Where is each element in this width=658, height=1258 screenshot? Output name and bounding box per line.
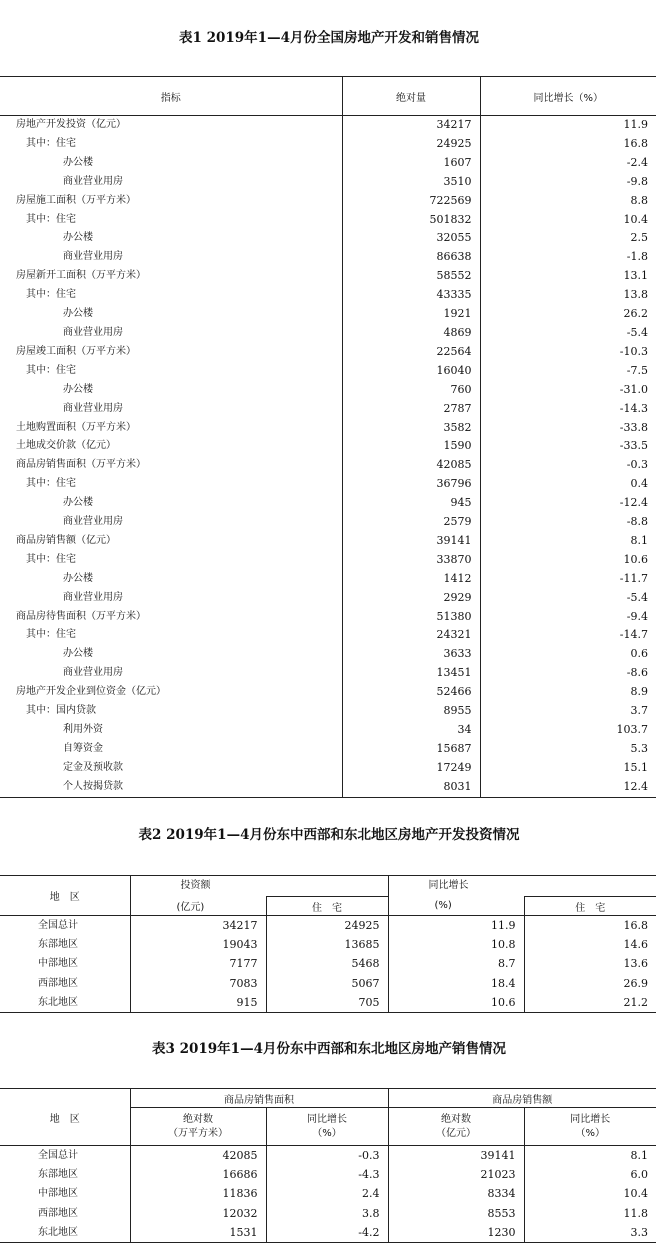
table3-area-growth-cell: -4.3 (266, 1165, 388, 1184)
table1-growth-cell: -31.0 (480, 381, 656, 400)
table2-header-investment-label: 投资额 (180, 880, 211, 891)
table3-sales-growth-cell: 11.8 (524, 1204, 656, 1223)
table3-row (0, 1165, 656, 1184)
table2-row (0, 974, 656, 993)
table3-area-cell: 11836 (130, 1184, 266, 1203)
table1-absolute-cell: 22564 (342, 343, 480, 362)
table1-absolute-cell: 86638 (342, 248, 480, 267)
table3-area-growth-cell: -4.2 (266, 1223, 388, 1243)
table1-row (0, 362, 656, 381)
table1-indicator-cell: 商业营业用房 (63, 175, 123, 187)
table1-growth-cell: -14.7 (480, 626, 656, 645)
table1-indicator-cell: 商业营业用房 (63, 667, 123, 679)
table3-region-cell: 东部地区 (38, 1169, 78, 1181)
table3-header-area-group: 商品房销售面积 (130, 1089, 388, 1108)
table1-growth-cell: 8.9 (480, 683, 656, 702)
table1-absolute-cell: 58552 (342, 267, 480, 286)
table2-body (0, 916, 656, 1013)
table1-indicator-cell: 商业营业用房 (63, 402, 123, 414)
table3-row (0, 1223, 656, 1243)
table1-absolute-cell: 32055 (342, 229, 480, 248)
table3-header-sales-abs-unit: （亿元） (436, 1127, 476, 1139)
table1-growth-cell: -9.4 (480, 608, 656, 627)
table1-absolute-cell: 34217 (342, 116, 480, 135)
table3-region-cell: 西部地区 (38, 1207, 78, 1219)
table1-absolute-cell: 1590 (342, 437, 480, 456)
table1-indicator-cell: 办公楼 (63, 572, 93, 584)
table1-row (0, 778, 656, 797)
table2-investment-cell: 34217 (130, 916, 266, 936)
table1-indicator-cell: 房地产开发企业到位资金（亿元） (16, 686, 166, 698)
table3-header-region-label: 地 区 (49, 1113, 80, 1125)
table2-header-region (0, 876, 130, 916)
table2-growth-cell: 10.6 (388, 993, 524, 1013)
table1-row (0, 154, 656, 173)
table2-growth-residential-cell: 14.6 (524, 935, 656, 954)
table1-growth-cell: 26.2 (480, 305, 656, 324)
table1-indicator-cell: 其中：住宅 (26, 364, 76, 376)
table1-growth-cell: -33.8 (480, 419, 656, 438)
table1-absolute-cell: 24925 (342, 135, 480, 154)
table1-row (0, 532, 656, 551)
table1-row (0, 702, 656, 721)
table1-indicator-cell: 其中：住宅 (26, 137, 76, 149)
table2-header-residential: 住 宅 (266, 897, 388, 916)
table1-indicator-cell: 商品房待售面积（万平方米） (16, 610, 146, 622)
table3-header-sales-abs-label: 绝对数 (441, 1113, 471, 1125)
table3-row (0, 1146, 656, 1166)
table1-absolute-cell: 36796 (342, 475, 480, 494)
table1-indicator-cell: 办公楼 (63, 383, 93, 395)
table1-absolute-cell: 51380 (342, 608, 480, 627)
table3-header-area-growth (266, 1108, 388, 1146)
table1-absolute-cell: 24321 (342, 626, 480, 645)
table1-title: 表1 2019年1—4月份全国房地产开发和销售情况 (179, 30, 479, 46)
table3-header-area-growth-label: 同比增长 (307, 1113, 347, 1125)
table2-header-investment (130, 876, 388, 897)
table2-residential-cell: 5067 (266, 974, 388, 993)
table1-row (0, 419, 656, 438)
table3-header-area-growth-unit: （%） (312, 1127, 342, 1139)
table1-row (0, 456, 656, 475)
table3-header-sales-growth-unit: （%） (575, 1127, 605, 1139)
table1-absolute-cell: 3582 (342, 419, 480, 438)
table2-growth-residential-cell: 26.9 (524, 974, 656, 993)
table2-header-growth (388, 876, 656, 897)
table1-absolute-cell: 42085 (342, 456, 480, 475)
table1-growth-cell: -0.3 (480, 456, 656, 475)
table1-indicator-cell: 个人按揭贷款 (63, 780, 123, 792)
table1-row (0, 437, 656, 456)
table3-title: 表3 2019年1—4月份东中西部和东北地区房地产销售情况 (152, 1041, 506, 1057)
table1-indicator-cell: 商业营业用房 (63, 326, 123, 338)
table2-title: 表2 2019年1—4月份东中西部和东北地区房地产开发投资情况 (138, 827, 520, 843)
table1-row (0, 381, 656, 400)
table1-indicator-cell: 商业营业用房 (63, 516, 123, 528)
table1-growth-cell: -33.5 (480, 437, 656, 456)
table1-growth-cell: 11.9 (480, 116, 656, 135)
table2-residential-cell: 24925 (266, 916, 388, 936)
table3-region-cell: 全国总计 (38, 1150, 78, 1161)
table1-absolute-cell: 1607 (342, 154, 480, 173)
table3-header-row-1 (0, 1089, 656, 1108)
table1-growth-cell: 13.1 (480, 267, 656, 286)
table3-body (0, 1146, 656, 1243)
table3-header-sales-group: 商品房销售额 (388, 1089, 656, 1108)
table3-area-growth-cell: 3.8 (266, 1204, 388, 1223)
table1-growth-cell: 0.4 (480, 475, 656, 494)
table1-row (0, 494, 656, 513)
table3-area-cell: 12032 (130, 1204, 266, 1223)
table1-growth-cell: 8.1 (480, 532, 656, 551)
table3-header-area-abs (130, 1108, 266, 1146)
table1-row (0, 305, 656, 324)
table1-absolute-cell: 39141 (342, 532, 480, 551)
table1-growth-cell: -7.5 (480, 362, 656, 381)
table2-growth-cell: 8.7 (388, 954, 524, 973)
table1-absolute-cell: 2579 (342, 513, 480, 532)
table2-row (0, 993, 656, 1013)
table1-growth-cell: -12.4 (480, 494, 656, 513)
table1-absolute-cell: 13451 (342, 664, 480, 683)
table1-absolute-cell: 8955 (342, 702, 480, 721)
table1-indicator-cell: 办公楼 (63, 308, 93, 320)
table1-absolute-cell: 33870 (342, 551, 480, 570)
table3-region-cell: 东北地区 (38, 1226, 78, 1238)
table1-absolute-cell: 722569 (342, 192, 480, 211)
table1-row (0, 475, 656, 494)
table3-header-sales-growth (524, 1108, 656, 1146)
table3-sales-cell: 39141 (388, 1146, 524, 1166)
table1-row (0, 570, 656, 589)
table1-indicator-cell: 房屋竣工面积（万平方米） (16, 345, 136, 357)
table2-growth-cell: 10.8 (388, 935, 524, 954)
table1-indicator-cell: 房地产开发投资（亿元） (16, 119, 126, 130)
table3-sales-cell: 1230 (388, 1223, 524, 1243)
table2-header-growth-residential: 住 宅 (524, 897, 656, 916)
table1-row (0, 135, 656, 154)
table3-header-sales-growth-label: 同比增长 (570, 1113, 611, 1125)
table1-growth-cell: -8.6 (480, 664, 656, 683)
table2-residential-cell: 13685 (266, 935, 388, 954)
table1-indicator-cell: 自筹资金 (63, 742, 103, 754)
table3-sales-growth-cell: 8.1 (524, 1146, 656, 1166)
table1-indicator-cell: 商业营业用房 (63, 251, 123, 263)
table1-growth-cell: 5.3 (480, 740, 656, 759)
table1-indicator-cell: 定金及预收款 (63, 761, 123, 773)
table1-absolute-cell: 945 (342, 494, 480, 513)
table1-growth-cell: 0.6 (480, 645, 656, 664)
table1-growth-cell: 10.6 (480, 551, 656, 570)
table2-header-growth-unit: (%) (388, 897, 524, 916)
table2-residential-cell: 5468 (266, 954, 388, 973)
table3-region-cell: 中部地区 (38, 1188, 78, 1200)
table3-area-growth-cell: -0.3 (266, 1146, 388, 1166)
table1-indicator-cell: 土地购置面积（万平方米） (16, 421, 136, 433)
table2-region-cell: 全国总计 (38, 920, 78, 931)
table1-row (0, 116, 656, 135)
table3-area-cell: 16686 (130, 1165, 266, 1184)
table3-area-growth-cell: 2.4 (266, 1184, 388, 1203)
table1-row (0, 267, 656, 286)
table1-indicator-cell: 办公楼 (63, 497, 93, 509)
table1-indicator-cell: 其中：住宅 (26, 213, 76, 225)
table3-sales-cell: 8334 (388, 1184, 524, 1203)
table1-indicator-cell: 土地成交价款（亿元） (16, 440, 116, 452)
table1-body (0, 116, 656, 798)
table2-row (0, 916, 656, 936)
table1-absolute-cell: 1412 (342, 570, 480, 589)
table1-row (0, 211, 656, 230)
table1-row (0, 759, 656, 778)
table1-growth-cell: -5.4 (480, 589, 656, 608)
table1-row (0, 229, 656, 248)
table3-header-area-abs-unit: （万平方米） (168, 1127, 228, 1139)
table1-row (0, 740, 656, 759)
table1-absolute-cell: 34 (342, 721, 480, 740)
table2-header-region-label: 地 区 (49, 892, 80, 903)
table1-absolute-cell: 2929 (342, 589, 480, 608)
table3-header-region (0, 1089, 130, 1146)
table1-indicator-cell: 房屋新开工面积（万平方米） (16, 270, 146, 282)
table2-growth-cell: 18.4 (388, 974, 524, 993)
table1-row (0, 721, 656, 740)
table1-growth-cell: 8.8 (480, 192, 656, 211)
table3-area-cell: 42085 (130, 1146, 266, 1166)
table3-sales-growth-cell: 3.3 (524, 1223, 656, 1243)
table1-header-growth: 同比增长（%） (480, 77, 656, 116)
table3-header-area-abs-label: 绝对数 (183, 1113, 213, 1125)
table1-absolute-cell: 43335 (342, 286, 480, 305)
table2-region-cell: 西部地区 (38, 977, 78, 989)
table1-row (0, 286, 656, 305)
table1-growth-cell: 3.7 (480, 702, 656, 721)
table1-indicator-cell: 利用外资 (63, 724, 103, 735)
table2-investment-cell: 7177 (130, 954, 266, 973)
table1-growth-cell: 15.1 (480, 759, 656, 778)
table1-indicator-cell: 商品房销售额（亿元） (16, 534, 116, 546)
table1-indicator-cell: 房屋施工面积（万平方米） (16, 194, 136, 206)
table1-row (0, 192, 656, 211)
table2-row (0, 935, 656, 954)
table1-indicator-cell: 其中：住宅 (26, 553, 76, 565)
table1-indicator-cell: 其中：住宅 (26, 478, 76, 490)
table1-indicator-cell: 商品房销售面积（万平方米） (16, 459, 146, 471)
table1-row (0, 608, 656, 627)
table1-absolute-cell: 1921 (342, 305, 480, 324)
table3-sales-cell: 21023 (388, 1165, 524, 1184)
table1-growth-cell: 10.4 (480, 211, 656, 230)
table1-growth-cell: -5.4 (480, 324, 656, 343)
table2-investment-cell: 19043 (130, 935, 266, 954)
table1-indicator-cell: 其中：国内贷款 (26, 705, 96, 717)
table1-growth-cell: -11.7 (480, 570, 656, 589)
table2-header-growth-label: 同比增长 (428, 880, 469, 891)
table1-absolute-cell: 2787 (342, 400, 480, 419)
table1-row (0, 324, 656, 343)
table2-growth-residential-cell: 16.8 (524, 916, 656, 936)
table2-investment-cell: 7083 (130, 974, 266, 993)
table1-absolute-cell: 501832 (342, 211, 480, 230)
table1-row (0, 400, 656, 419)
table1-indicator-cell: 办公楼 (63, 232, 93, 244)
table1-header-indicator: 指标 (0, 77, 342, 116)
table1-growth-cell: 12.4 (480, 778, 656, 797)
table1-row (0, 343, 656, 362)
table1-indicator-cell: 商业营业用房 (63, 591, 123, 603)
table3-sales-growth-cell: 6.0 (524, 1165, 656, 1184)
table2-region-cell: 东部地区 (38, 939, 78, 951)
table1-growth-cell: 103.7 (480, 721, 656, 740)
table3-row (0, 1184, 656, 1203)
table2-regional-investment (0, 875, 656, 1013)
table1-absolute-cell: 3510 (342, 173, 480, 192)
table1-absolute-cell: 52466 (342, 683, 480, 702)
table2-growth-cell: 11.9 (388, 916, 524, 936)
table2-row (0, 954, 656, 973)
table1-row (0, 645, 656, 664)
table2-header-row-1 (0, 876, 656, 897)
table1-absolute-cell: 760 (342, 381, 480, 400)
table3-area-cell: 1531 (130, 1223, 266, 1243)
table1-growth-cell: 13.8 (480, 286, 656, 305)
table1-national-summary (0, 76, 656, 798)
table3-sales-growth-cell: 10.4 (524, 1184, 656, 1203)
table2-growth-residential-cell: 21.2 (524, 993, 656, 1013)
table1-absolute-cell: 4869 (342, 324, 480, 343)
table1-absolute-cell: 15687 (342, 740, 480, 759)
table1-row (0, 551, 656, 570)
table2-residential-cell: 705 (266, 993, 388, 1013)
table1-growth-cell: -10.3 (480, 343, 656, 362)
table2-investment-cell: 915 (130, 993, 266, 1013)
table3-header-sales-abs (388, 1108, 524, 1146)
table1-indicator-cell: 办公楼 (63, 156, 93, 168)
table1-row (0, 248, 656, 267)
table1-growth-cell: -1.8 (480, 248, 656, 267)
table1-growth-cell: -8.8 (480, 513, 656, 532)
table2-growth-residential-cell: 13.6 (524, 954, 656, 973)
table1-absolute-cell: 8031 (342, 778, 480, 797)
table1-indicator-cell: 其中：住宅 (26, 629, 76, 641)
table3-row (0, 1204, 656, 1223)
table1-row (0, 626, 656, 645)
table1-row (0, 664, 656, 683)
table1-header-row (0, 77, 656, 116)
table1-row (0, 683, 656, 702)
table1-row (0, 589, 656, 608)
table1-growth-cell: 2.5 (480, 229, 656, 248)
table2-header-investment-unit: (亿元) (130, 897, 266, 916)
table1-row (0, 173, 656, 192)
table1-row (0, 513, 656, 532)
table2-region-cell: 中部地区 (38, 958, 78, 970)
table1-growth-cell: -2.4 (480, 154, 656, 173)
table1-growth-cell: -14.3 (480, 400, 656, 419)
table1-growth-cell: -9.8 (480, 173, 656, 192)
table1-growth-cell: 16.8 (480, 135, 656, 154)
table1-absolute-cell: 3633 (342, 645, 480, 664)
table3-sales-cell: 8553 (388, 1204, 524, 1223)
table1-absolute-cell: 17249 (342, 759, 480, 778)
table1-indicator-cell: 其中：住宅 (26, 289, 76, 301)
table3-regional-sales (0, 1088, 656, 1243)
table1-header-absolute: 绝对量 (342, 77, 480, 116)
table1-indicator-cell: 办公楼 (63, 648, 93, 660)
table1-absolute-cell: 16040 (342, 362, 480, 381)
table2-region-cell: 东北地区 (38, 996, 78, 1008)
